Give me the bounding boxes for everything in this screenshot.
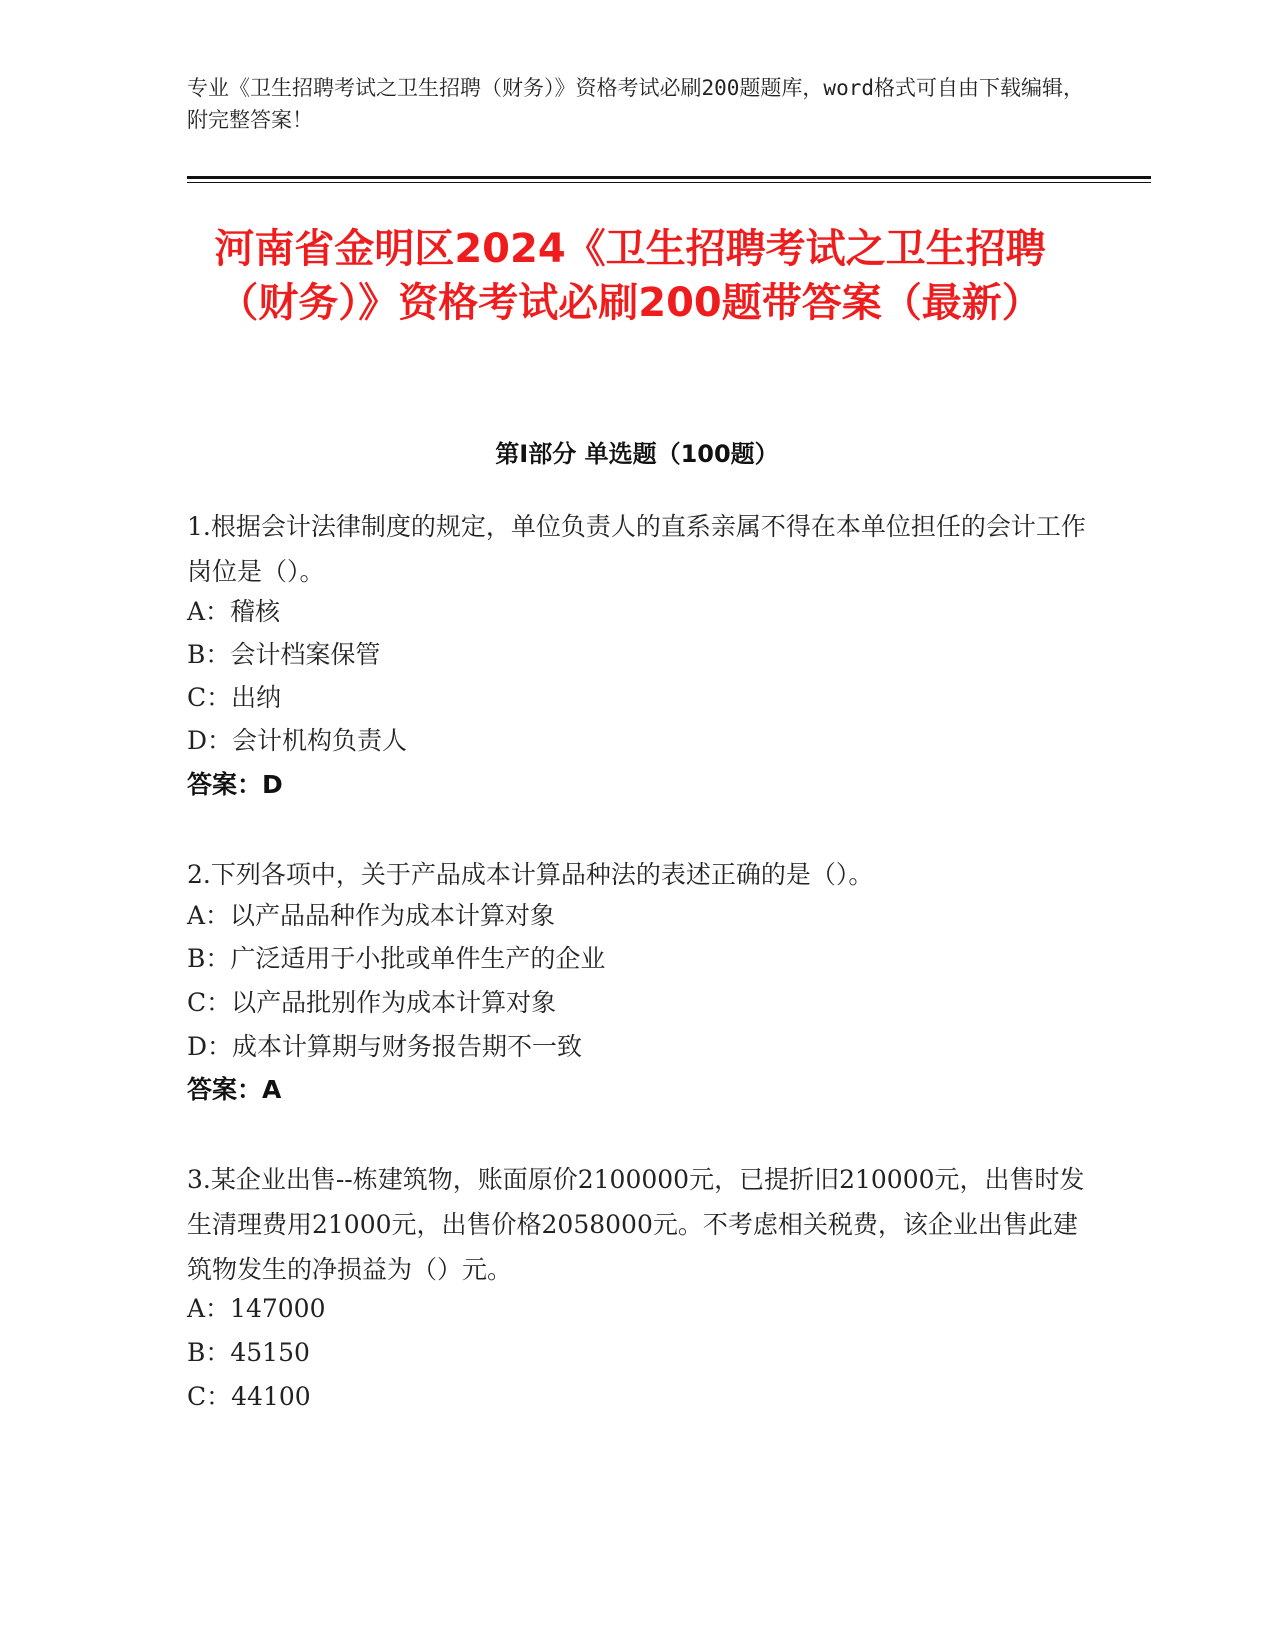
question-1-option-d: D：会计机构负责人	[187, 726, 408, 755]
question-2-option-a: A：以产品品种作为成本计算对象	[187, 901, 556, 930]
question-2-answer: 答案：A	[187, 1075, 282, 1104]
question-1-stem: 1.根据会计法律制度的规定，单位负责人的直系亲属不得在本单位担任的会计工作岗位是（）。	[187, 512, 1086, 586]
question-1-option-b: B：会计档案保管	[187, 640, 381, 669]
header-divider-thin	[187, 182, 1151, 183]
question-1-answer: 答案：D	[187, 770, 283, 799]
question-3-stem: 3.某企业出售--栋建筑物，账面原价2100000元，已提折旧210000元，出售时发生清理费用21000元，出售价格2058000元。不考虑相关税费，该企业出售此建筑物发生的净损益为（）元。	[187, 1165, 1085, 1284]
section-heading: 第Ⅰ部分 单选题（100题）	[495, 440, 779, 468]
question-3-option-c: C：44100	[187, 1382, 311, 1411]
question-2-stem: 2.下列各项中，关于产品成本计算品种法的表述正确的是（）。	[187, 860, 874, 889]
question-2-option-c: C：以产品批别作为成本计算对象	[187, 988, 557, 1017]
header-divider-thick	[187, 176, 1151, 179]
question-3-option-a: A：147000	[187, 1294, 326, 1323]
question-2-option-b: B：广泛适用于小批或单件生产的企业	[187, 944, 606, 973]
header-note: 专业《卫生招聘考试之卫生招聘（财务）》资格考试必刷200题题库，word格式可自由下载编辑，附完整答案！	[187, 76, 1084, 132]
question-1-option-a: A：稽核	[187, 597, 281, 626]
question-1-option-c: C：出纳	[187, 683, 282, 712]
question-3-option-b: B：45150	[187, 1338, 310, 1367]
document-title: 河南省金明区2024《卫生招聘考试之卫生招聘（财务）》资格考试必刷200题带答案（最新）	[214, 226, 1046, 326]
question-2-option-d: D：成本计算期与财务报告期不一致	[187, 1032, 583, 1061]
